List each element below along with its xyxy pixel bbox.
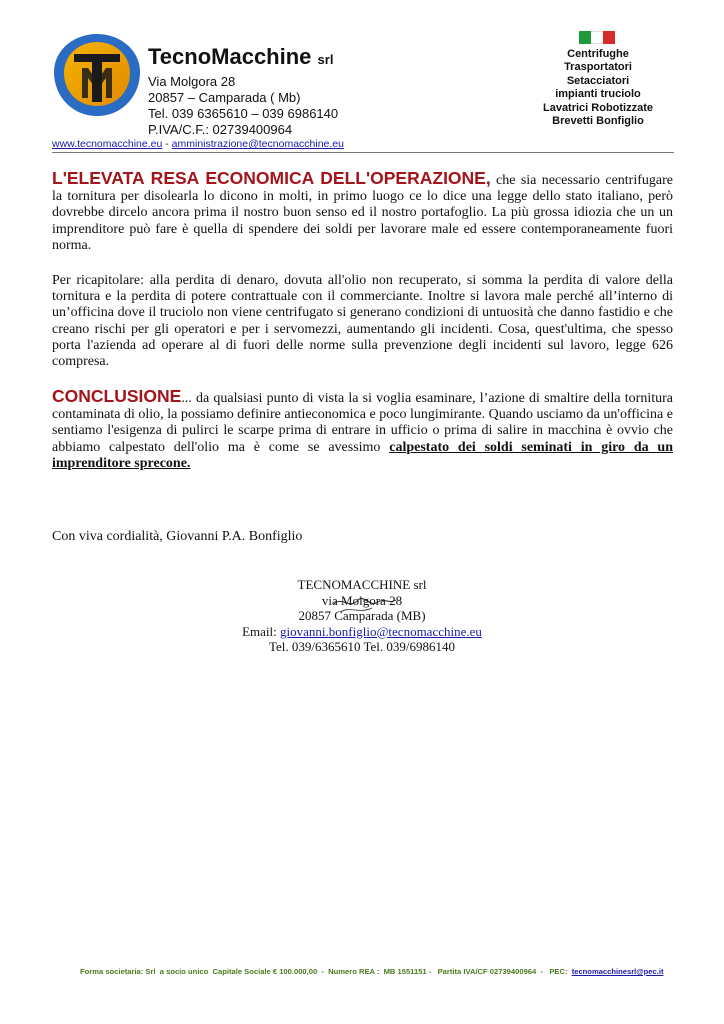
heading-conclusione: CONCLUSIONE <box>52 386 182 406</box>
address-city: 20857 – Camparada ( Mb) <box>148 90 301 105</box>
address-phone: Tel. 039 6365610 – 039 6986140 <box>148 106 339 121</box>
address-street: Via Molgora 28 <box>148 74 236 89</box>
header-links <box>52 138 344 150</box>
signature-city: 20857 Camparada (MB) <box>298 608 426 623</box>
footer-text: Forma societaria: Srl a socio unico Capitale Sociale € 100.000,00 - Numero REA : MB 1551151 - Partita IVA/CF 02739400964 - PEC: <box>80 967 572 976</box>
signature-email-line <box>200 624 524 640</box>
paragraph-3 <box>52 388 673 472</box>
heading-resa-economica: L'ELEVATA RESA ECONOMICA DELL'OPERAZIONE, <box>52 168 491 188</box>
company-logo <box>52 32 142 118</box>
signature-street: via Molgora 28 <box>321 592 403 608</box>
company-name-text: TecnoMacchine <box>148 44 312 69</box>
paragraph-3-text: ... da qualsiasi punto di vista la si voglia esaminare, l’azione di smaltire della tornitura contaminata di olio, la possiamo definire antieconomica e poco lungimirante. Quando usciamo da un'officina e sentiamo l'esigenza di pulirci le scarpe prima di entrare in ufficio o prima di salire in macchina è ovvio che abbiamo calpestato dell'olio ma è come se avessimo <box>52 391 673 455</box>
product-item: impianti truciolo <box>555 88 641 101</box>
link-separator: - <box>162 138 172 150</box>
paragraph-1 <box>52 170 673 254</box>
product-item: Setacciatori <box>566 74 630 87</box>
product-item: Centrifughe <box>567 48 629 60</box>
address-vat: P.IVA/C.F.: 02739400964 <box>148 122 293 137</box>
company-name <box>148 44 333 70</box>
closing-salutation: Con viva cordialità, Giovanni P.A. Bonfiglio <box>52 529 303 544</box>
product-item: Brevetti Bonfiglio <box>552 115 644 128</box>
paragraph-3-emphasis: calpestato dei soldi seminati in giro da un imprenditore sprecone. <box>52 439 674 471</box>
signature-email-label: Email: <box>242 623 281 639</box>
paragraph-2 <box>52 273 673 370</box>
website-link[interactable]: www.tecnomacchine.eu <box>52 138 163 150</box>
footer-legal <box>80 967 664 976</box>
product-item: Trasportatori <box>564 61 632 74</box>
paragraph-2-text: Per ricapitolare: alla perdita di denaro, dovuta all'olio non recuperato, si somma la perdita di valore della tornitura e la perdita di potere contrattuale con il commerciante. Inoltre si lavora male perché all’interno di un’officina dove il truciolo non viene centrifugato si generano condizioni di untuosità che danno fastidio e che creano rischi per gli operatori e per i servomezzi, aumentando gli incidenti. Cosa, quest'ultima, che spesso porta l'azienda ad operare al di fuori delle norme sulla prevenzione degli incidenti sul lavoro, legge 626 compresa. <box>52 273 673 370</box>
product-item: Lavatrici Robotizzate <box>542 101 654 114</box>
company-suffix: srl <box>317 52 334 67</box>
admin-email-link[interactable]: amministrazione@tecnomacchine.eu <box>171 138 344 150</box>
paragraph-1-text: che sia necessario centrifugare la tornitura per disolearla lo dicono in molti, in primo luogo ce lo dice una legge dello stato italiano, però dovrebbe dircelo ancora prima il nostro buon senso ed il nostro portafoglio. La più grossa idiozia che un un imprenditore può fare è quella di spendere dei soldi per lavorare male ed essere contemporaneamente fuori norma. <box>52 173 673 253</box>
handwritten-signature <box>330 590 400 620</box>
header-divider <box>52 152 674 153</box>
signature-phones: Tel. 039/6365610 Tel. 039/6986140 <box>268 639 456 654</box>
signature-email-link[interactable]: giovanni.bonfiglio@tecnomacchine.eu <box>280 623 482 639</box>
footer-pec-link[interactable]: tecnomacchinesrl@pec.it <box>571 967 664 976</box>
signature-company: TECNOMACCHINE srl <box>297 577 427 592</box>
italian-flag-icon <box>579 31 615 44</box>
product-list <box>520 48 676 128</box>
